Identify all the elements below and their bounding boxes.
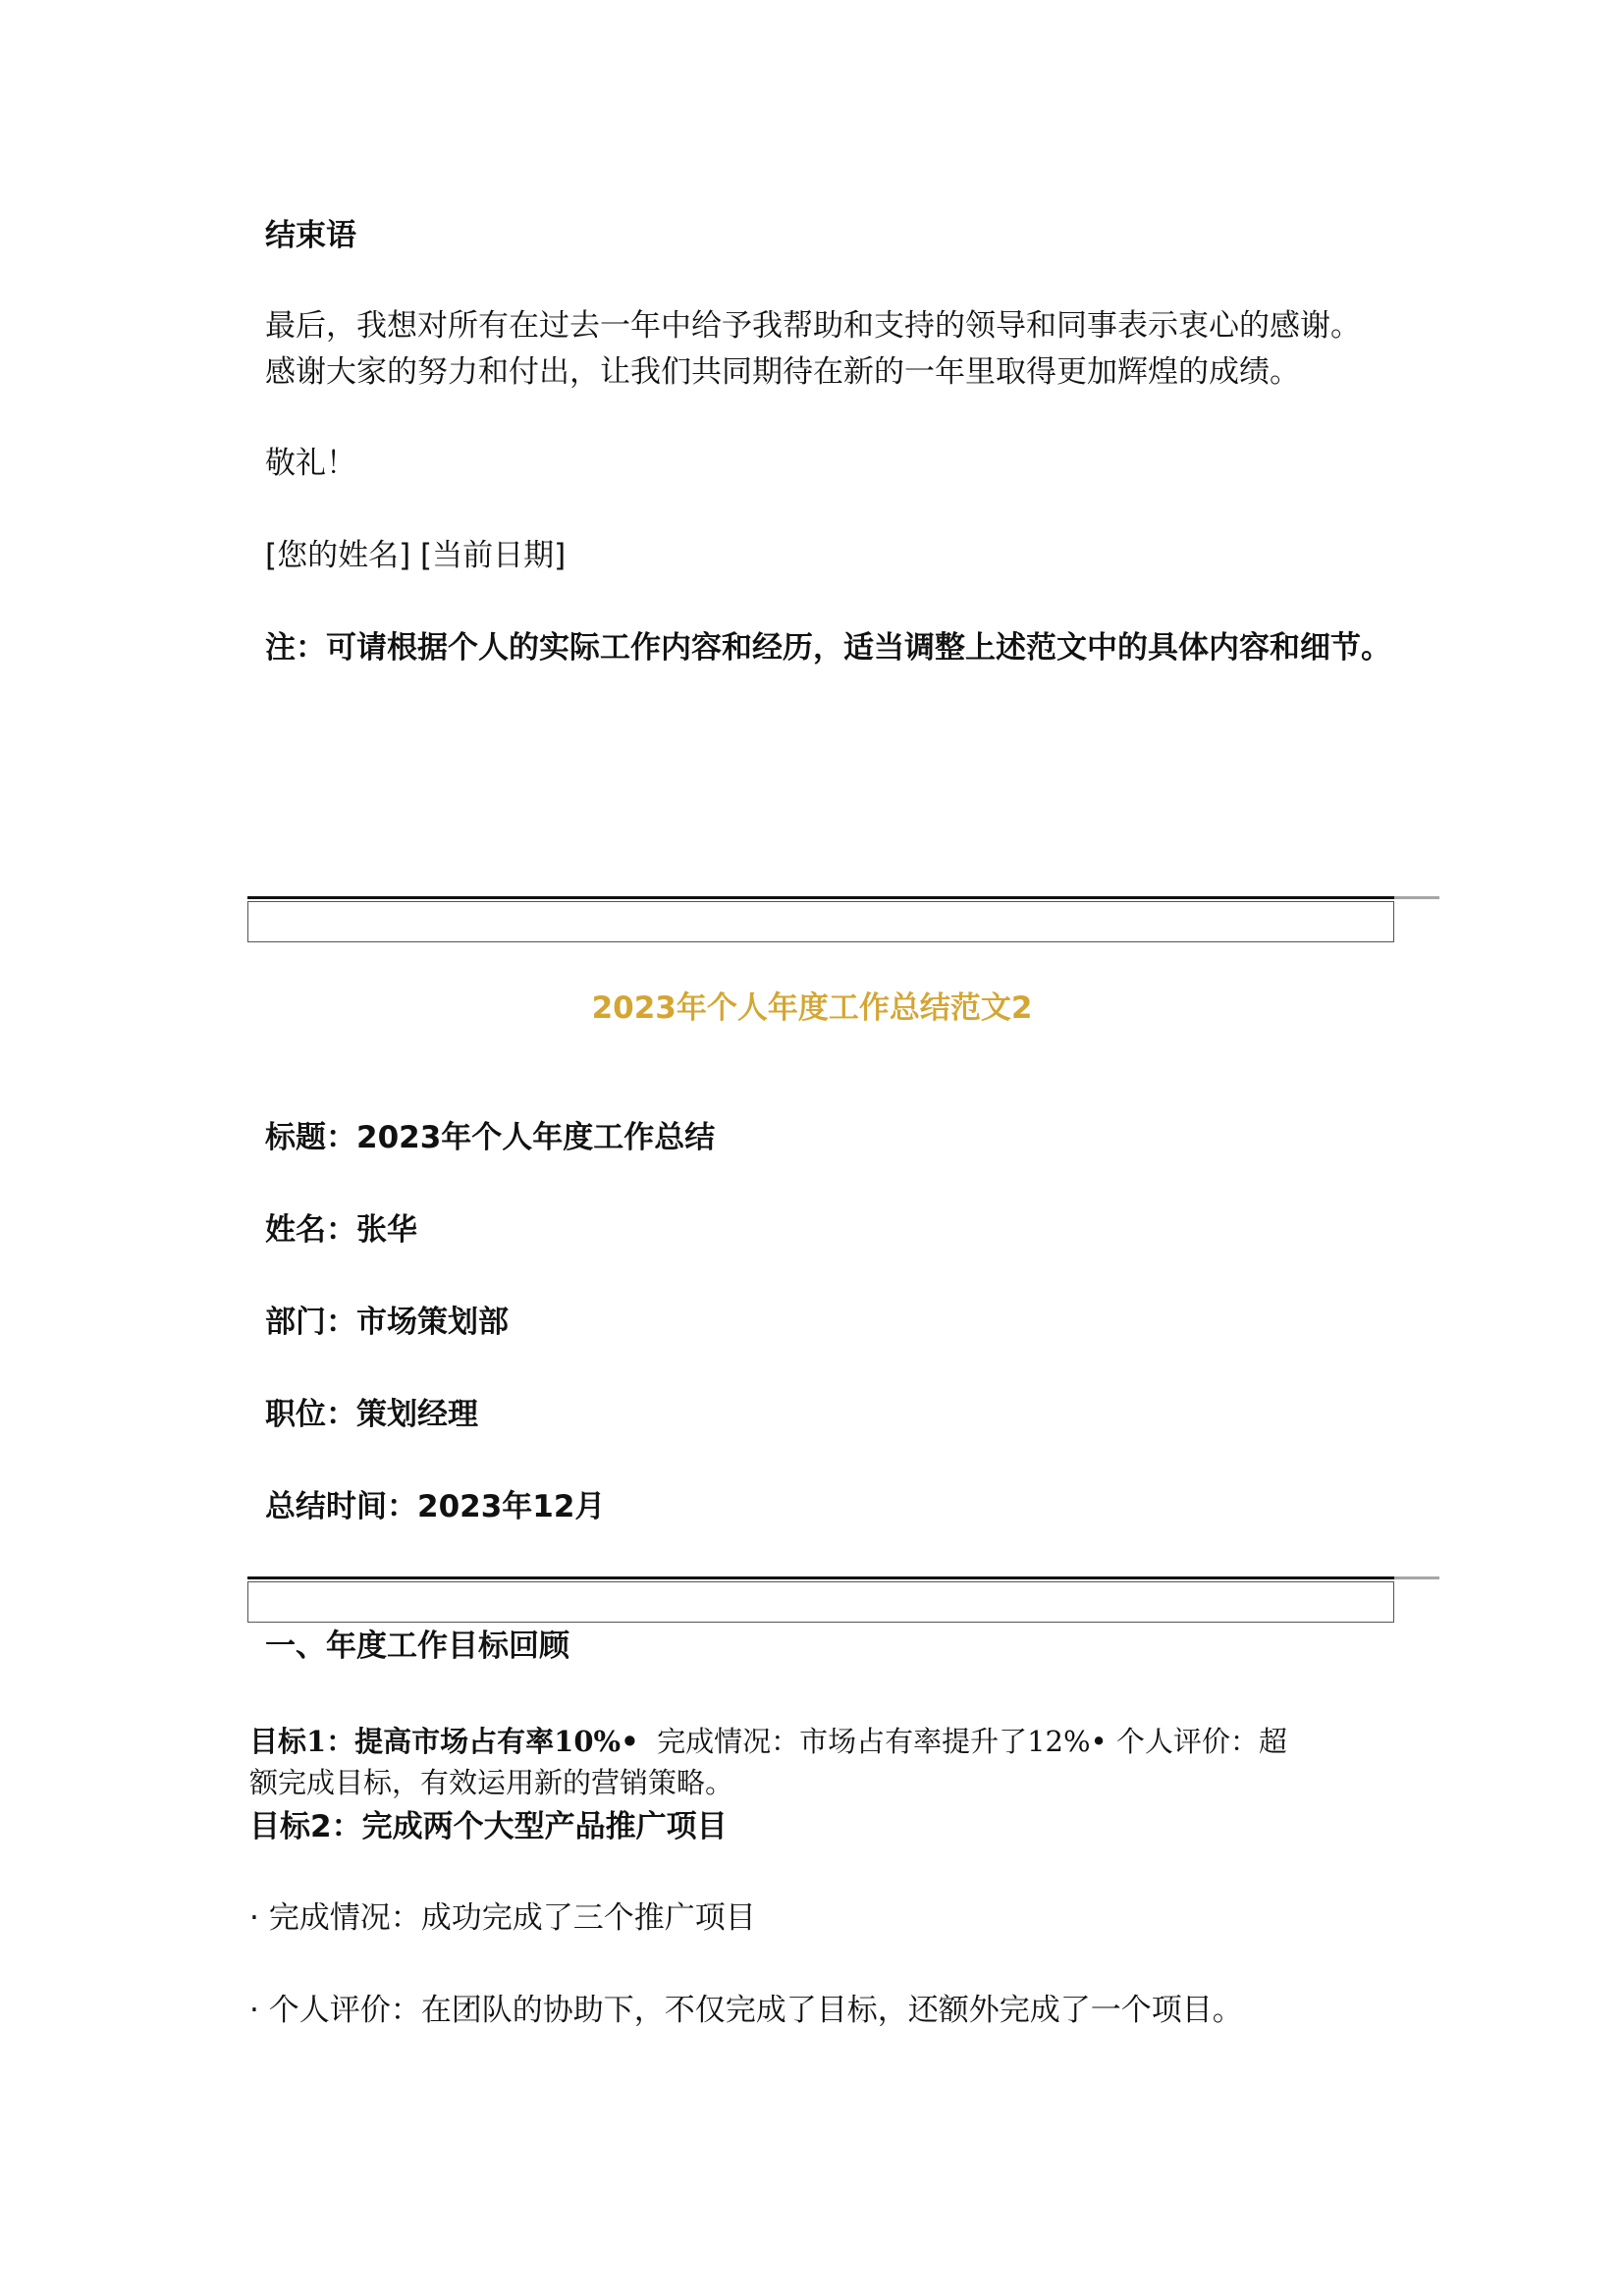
salutation: 敬礼！: [265, 446, 356, 481]
divider-top-rule: [247, 896, 1394, 899]
adjustment-note: 注：可请根据个人的实际工作内容和经历，适当调整上述范文中的具体内容和细节。: [265, 630, 1391, 666]
goal-2-heading: 目标2：完成两个大型产品推广项目: [249, 1809, 728, 1844]
example-2-title: 2023年个人年度工作总结范文2: [591, 990, 1033, 1026]
goal-1-line-1: [249, 1721, 1287, 1762]
meta-time-line: 总结时间：2023年12月: [265, 1489, 606, 1524]
goal-2-bullet-completion: · 完成情况：成功完成了三个推广项目: [249, 1900, 756, 1936]
closing-paragraph-line-2: 感谢大家的努力和付出，让我们共同期待在新的一年里取得更加辉煌的成绩。: [265, 354, 1300, 390]
meta-position-line: 职位：策划经理: [265, 1397, 478, 1432]
divider-top-rule-extension: [1394, 896, 1439, 899]
closing-heading: 结束语: [265, 218, 356, 253]
goal-2-bullet-evaluation: · 个人评价：在团队的协助下，不仅完成了目标，还额外完成了一个项目。: [249, 1993, 1243, 2028]
meta-name-line: 姓名：张华: [265, 1212, 417, 1248]
goal-1-line-2: 额完成目标，有效运用新的营销策略。: [249, 1766, 734, 1799]
goal-1-status: 完成情况：市场占有率提升了12%• 个人评价：超: [657, 1725, 1287, 1758]
divider-middle-rule: [247, 1576, 1394, 1579]
divider-top-box: [247, 901, 1394, 942]
divider-middle-box: [247, 1581, 1394, 1623]
goal-1-label: 目标1：提高市场占有率10%•: [249, 1725, 639, 1758]
meta-title-line: 标题：2023年个人年度工作总结: [265, 1120, 716, 1155]
divider-middle-rule-extension: [1394, 1576, 1439, 1579]
signature-placeholder: [您的姓名] [当前日期]: [265, 538, 567, 573]
closing-paragraph-line-1: 最后，我想对所有在过去一年中给予我帮助和支持的领导和同事表示衷心的感谢。: [265, 308, 1361, 344]
section-1-heading: 一、年度工作目标回顾: [265, 1629, 569, 1664]
meta-department-line: 部门：市场策划部: [265, 1305, 509, 1340]
